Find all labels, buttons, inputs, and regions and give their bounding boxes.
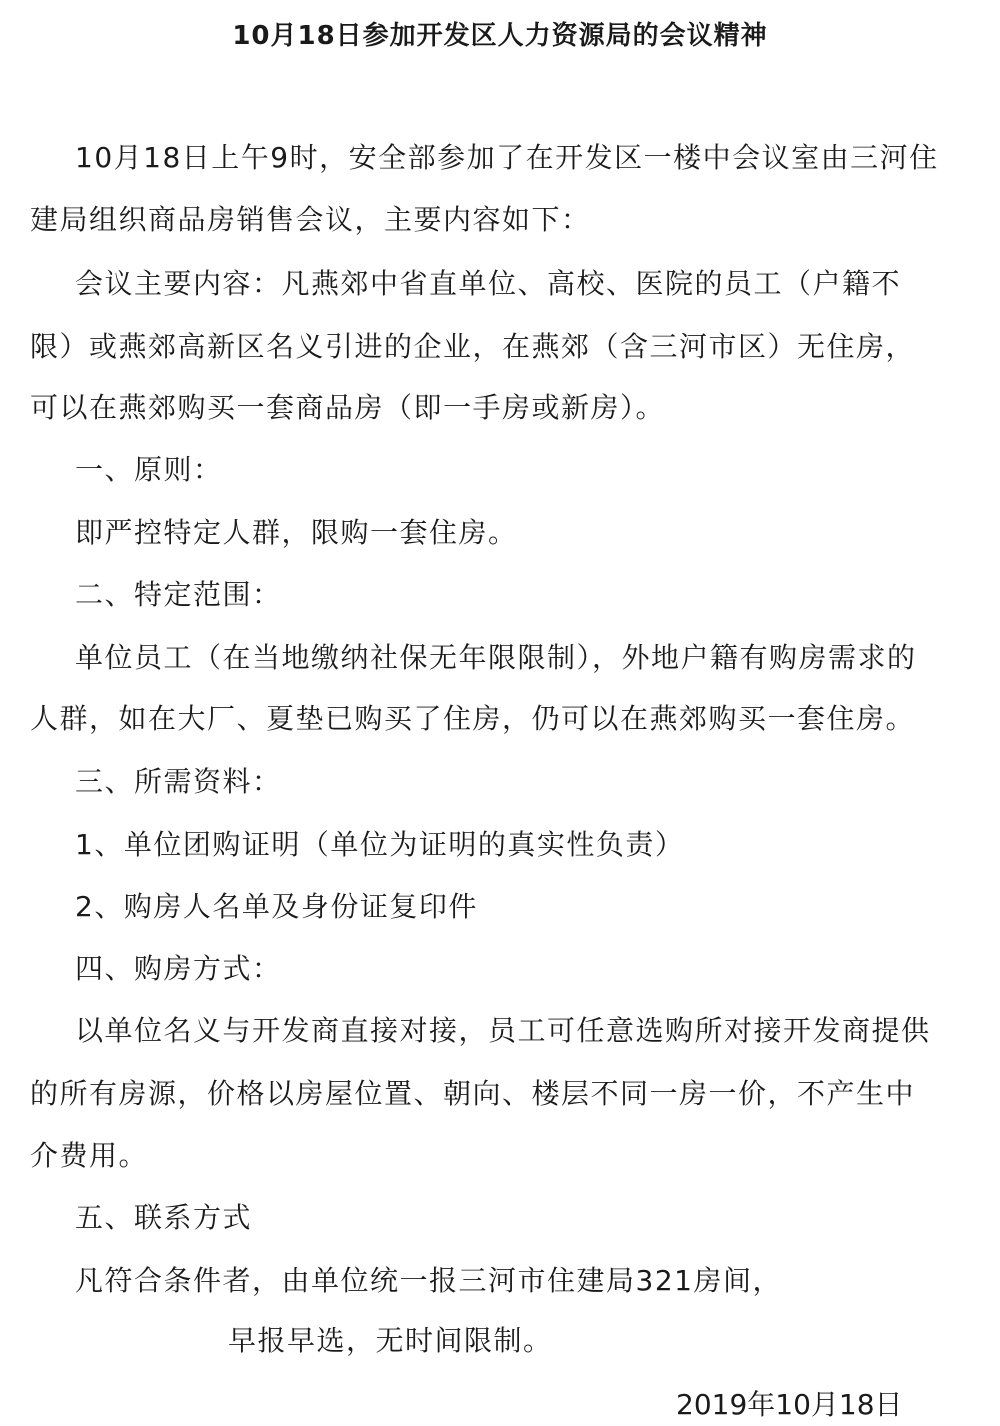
paragraph-line: 单位员工（在当地缴纳社保无年限限制），外地户籍有购房需求的 — [75, 641, 917, 674]
section-heading: 四、购房方式： — [75, 952, 282, 985]
list-item: 2、购房人名单及身份证复印件 — [75, 890, 478, 923]
paragraph-line: 凡符合条件者，由单位统一报三河市住建局321房间， — [75, 1264, 782, 1297]
paragraph-line: 人群，如在大厂、夏垫已购买了住房，仍可以在燕郊购买一套住房。 — [30, 702, 916, 735]
paragraph-line: 早报早选，无时间限制。 — [228, 1324, 553, 1357]
paragraph-line: 可以在燕郊购买一套商品房（即一手房或新房）。 — [30, 391, 666, 424]
section-heading: 二、特定范围： — [75, 578, 282, 611]
document-title: 10月18日参加开发区人力资源局的会议精神 — [232, 21, 768, 51]
section-heading: 一、原则： — [75, 453, 223, 486]
document-date: 2019年10月18日 — [676, 1388, 903, 1421]
paragraph-line: 以单位名义与开发商直接对接，员工可任意选购所对接开发商提供 — [75, 1014, 931, 1047]
section-heading: 五、联系方式 — [75, 1201, 253, 1234]
paragraph-line: 的所有房源，价格以房屋位置、朝向、楼层不同一房一价，不产生中 — [30, 1077, 916, 1110]
paragraph-line: 会议主要内容：凡燕郊中省直单位、高校、医院的员工（户籍不 — [75, 267, 902, 300]
paragraph-line: 10月18日上午9时，安全部参加了在开发区一楼中会议室由三河住 — [75, 141, 939, 174]
section-heading: 三、所需资料： — [75, 765, 282, 798]
paragraph-line: 介费用。 — [30, 1139, 149, 1172]
paragraph-line: 限）或燕郊高新区名义引进的企业，在燕郊（含三河市区）无住房， — [30, 330, 916, 363]
paragraph-line: 即严控特定人群，限购一套住房。 — [75, 516, 518, 549]
list-item: 1、单位团购证明（单位为证明的真实性负责） — [75, 828, 685, 861]
paragraph-line: 建局组织商品房销售会议，主要内容如下： — [30, 203, 591, 236]
